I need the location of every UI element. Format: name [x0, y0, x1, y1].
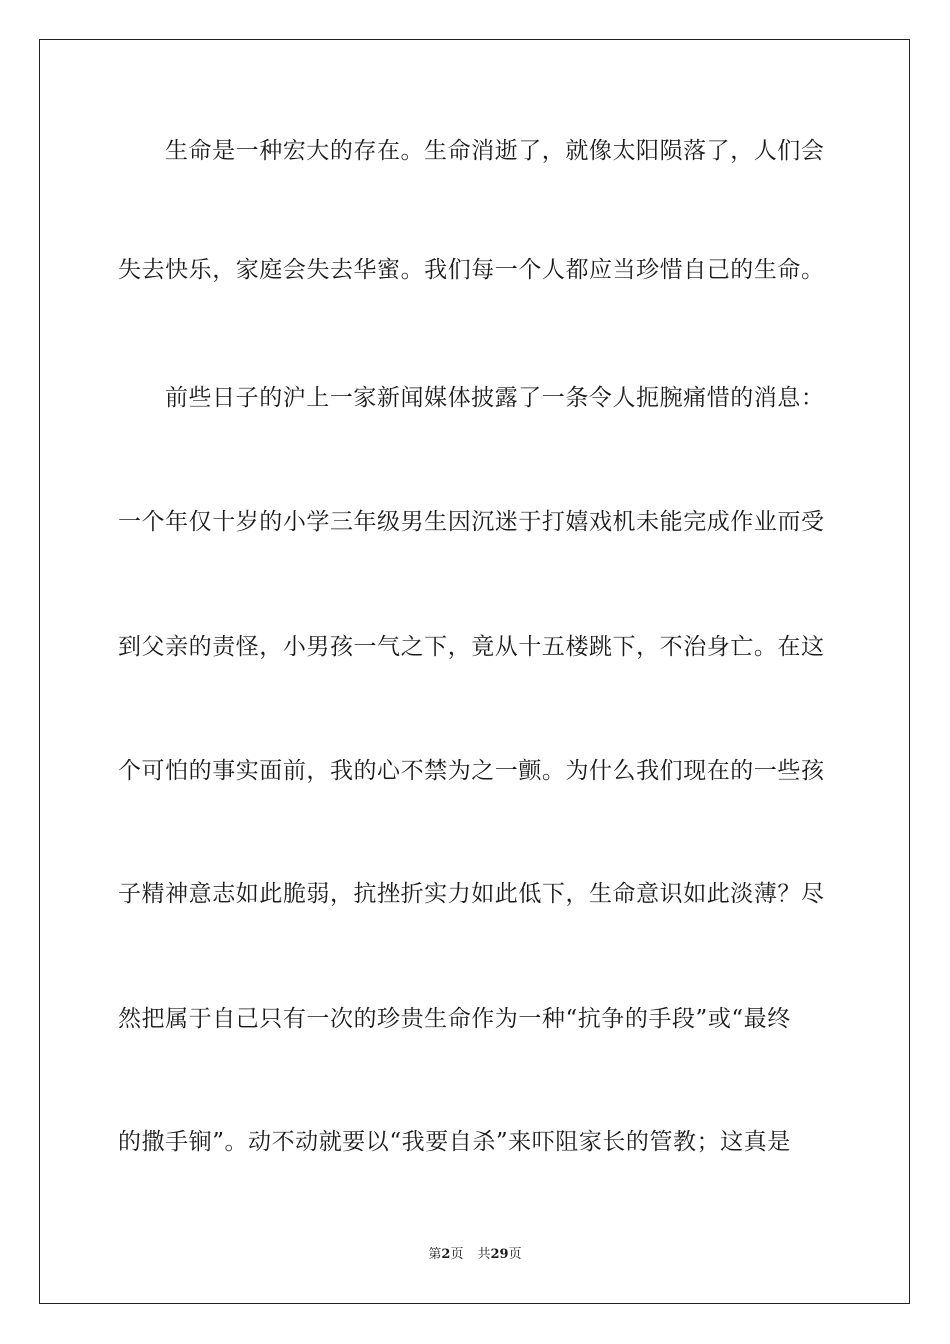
paragraph-1-line-2: 失去快乐，家庭会失去华蜜。我们每一个人都应当珍惜自己的生命。 [118, 257, 825, 283]
paragraph-1-line-1: 生命是一种宏大的存在。生命消逝了，就像太阳陨落了，人们会 [165, 138, 825, 164]
page-prefix: 第 [428, 1247, 442, 1262]
page-total: 29 [490, 1247, 509, 1262]
page-number-footer [0, 1247, 950, 1263]
paragraph-2-line-6: 然把属于自己只有一次的珍贵生命作为一种“抗争的手段”或“最终 [118, 1006, 791, 1032]
page-suffix: 页 [450, 1247, 464, 1262]
paragraph-2-line-1: 前些日子的沪上一家新闻媒体披露了一条令人扼腕痛惜的消息： [165, 385, 825, 411]
total-suffix: 页 [508, 1247, 522, 1262]
paragraph-2-line-4: 个可怕的事实面前，我的心不禁为之一颤。为什么我们现在的一些孩 [118, 758, 825, 784]
paragraph-2-line-3: 到父亲的责怪，小男孩一气之下，竟从十五楼跳下，不治身亡。在这 [118, 634, 825, 660]
paragraph-2-line-5: 子精神意志如此脆弱，抗挫折实力如此低下，生命意识如此淡薄？尽 [118, 881, 825, 907]
page-border [39, 39, 910, 1304]
total-prefix: 共 [477, 1247, 491, 1262]
page-current: 2 [441, 1247, 451, 1262]
paragraph-2-line-7: 的撒手锏”。动不动就要以“我要自杀”来吓阻家长的管教；这真是 [118, 1129, 791, 1155]
paragraph-2-line-2: 一个年仅十岁的小学三年级男生因沉迷于打嬉戏机未能完成作业而受 [118, 509, 825, 535]
